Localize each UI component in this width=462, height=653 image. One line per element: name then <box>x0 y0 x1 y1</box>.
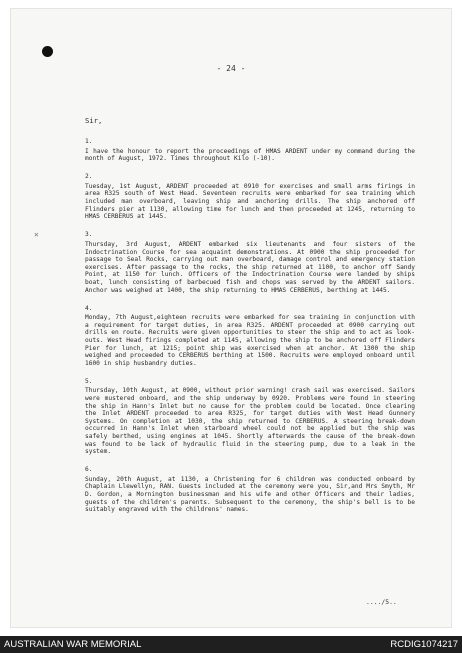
paragraph-text: Sunday, 20th August, at 1130, a Christening for 6 children was conducted onboard by Chaplain Llewellyn, RAN. Guests included at the ceremony were you, Sir,and Mrs Smyth, Mr D. Gordon, a Mornington businessman and his wife and other Officers and their ladies, guests of the children's parents. Subsequent to the ceremony, the ship's bell is to be suitably engraved with the childrens' names. <box>85 475 415 514</box>
page-number: - 24 - <box>216 64 246 73</box>
report-body <box>85 138 415 524</box>
paragraph-3 <box>85 231 415 294</box>
paragraph-text: Thursday, 10th August, at 0900, without prior warning! crash sail was exercised. Sailors were mustered onboard, and the ship underway by 0920. Problems were found in steering the ship in Hann's Inlet but no cause for the problem could be located. Once clearing the Inlet ARDENT proceeded to area R325, for target duties with West Head Gunnery Systems. On completion at 1030, the ship returned to CERBERUS. A steering break-down occurred in Hann's Inlet when starboard wheel could not be applied but the ship was safely berthed, using engines at 1045. Shortly afterwards the cause of the break-down was found to be lack of hydraulic fluid in the steering pump, due to a leak in the system. <box>85 387 415 456</box>
paragraph-number: 2. <box>85 173 93 181</box>
paragraph-number: 3. <box>85 231 93 239</box>
record-id: RCDIG1074217 <box>390 639 458 650</box>
paragraph-2 <box>85 173 415 221</box>
paragraph-number: 6. <box>85 466 93 474</box>
margin-mark: ✕ <box>34 230 39 239</box>
archive-name: AUSTRALIAN WAR MEMORIAL <box>4 639 142 650</box>
paragraph-5 <box>85 378 415 456</box>
paragraph-4 <box>85 305 415 368</box>
paragraph-number: 5. <box>85 377 93 385</box>
paragraph-text: Tuesday, 1st August, ARDENT proceeded at 0910 for exercises and small arms firings in area R325 south of West Head. Seventeen recruits were embarked for sea training which included man overboard, leaving ship and anchoring drills. The ship anchored off Flinders pier at 1130, allowing time for lunch and then proceeded at 1245, returning to HMAS CERBERUS at 1445. <box>85 182 415 221</box>
salutation: Sir, <box>85 116 103 125</box>
archive-footer <box>0 636 462 653</box>
paragraph-6 <box>85 466 415 514</box>
paragraph-text: Thursday, 3rd August, ARDENT embarked six lieutenants and four sisters of the Indoctrination Course for sea acquaint demonstrations. At 0900 the ship proceeded for passage to Seal Rocks, carrying out man overboard, damage control and emergency station exercises. After passage to the rocks, the ship returned at 1100, to anchor off Sandy Point, at 1150 for lunch. Officers of the Indoctrination Course were landed by ships boat, lunch consisting of barbecued fish and chops was served by the ARDENT sailors. Anchor was weighed at 1400, the ship returning to HMAS CERBERUS, berthing at 1445. <box>85 240 415 294</box>
paragraph-1 <box>85 138 415 163</box>
continuation-mark: ..../5.. <box>366 598 397 606</box>
paragraph-text: I have the honour to report the proceedings of HMAS ARDENT under my command during the month of August, 1972. Times throughout Kilo (-10). <box>85 147 415 163</box>
paragraph-number: 4. <box>85 304 93 312</box>
punch-hole-mark <box>42 46 53 57</box>
paragraph-text: Monday, 7th August,eighteen recruits were embarked for sea training in conjunction with a requirement for target duties, in area R325. ARDENT proceeded at 0900 carrying out drills en route. Recruits were given opportunities to steer the ship and to act as look-outs. West Head firings completed at 1145, allowing the ship to be anchored off Flinders Pier for lunch, at 1215; point ship was exercised when at anchor. At 1300 the ship weighed and proceeded to CERBERUS berthing at 1500. Recruits were employed onboard until 1600 in ship husbandry duties. <box>85 314 415 367</box>
paragraph-number: 1. <box>85 138 93 145</box>
